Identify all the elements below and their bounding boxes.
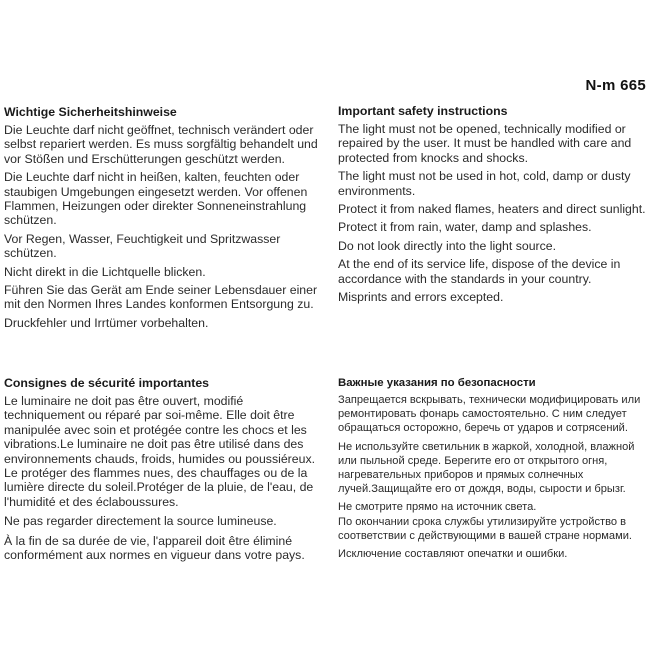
russian-safety-section	[338, 377, 656, 565]
paragraph: Die Leuchte darf nicht geöffnet, technisch verändert oder selbst repariert werden. Es muss sorgfältig behandelt und vor Stößen und Erschütterungen geschützt werden.	[4, 123, 318, 166]
section-title: Consignes de sécurité importantes	[4, 376, 210, 390]
paragraph: Ne pas regarder directement la source lumineuse.	[4, 514, 277, 529]
section-title: Wichtige Sicherheitshinweise	[4, 105, 177, 119]
paragraph: Не используйте светильник в жаркой, холодной, влажной или пыльной среде. Берегите его от открытого огня, нагревательных приборов и прямых солнечных лучей.Защищайте его от дождя, воды, сырости и брызг.	[338, 440, 635, 496]
paragraph: The light must not be used in hot, cold, damp or dusty environments.	[338, 169, 631, 198]
paragraph: Misprints and errors excepted.	[338, 290, 504, 305]
paragraph: Führen Sie das Gerät am Ende seiner Lebensdauer einer mit den Normen Ihres Landes konformen Entsorgung zu.	[4, 283, 318, 312]
paragraph: Druckfehler und Irrtümer vorbehalten.	[4, 315, 209, 330]
paragraph: Protect it from naked flames, heaters and direct sunlight.	[338, 202, 646, 217]
paragraph: The light must not be opened, technically modified or repaired by the user. It must be handled with care and protected from knocks and shocks.	[338, 122, 632, 165]
paragraph: Le luminaire ne doit pas être ouvert, modifié techniquement ou réparé par soi-même. Elle doit être manipulée avec soin et protégée contre les chocs et les vibrations.Le luminaire ne doit pas être utilisé dans des environnements chauds, froids, humides ou poussiéreux. Le protéger des flammes nues, des chauffages ou de la lumière directe du soleil.Protéger de la pluie, de l'eau, de l'humidité et des éclaboussures.	[4, 394, 316, 509]
english-safety-section	[338, 104, 656, 308]
paragraph: Nicht direkt in die Lichtquelle blicken.	[4, 264, 206, 279]
paragraph: Исключение составляют опечатки и ошибки.	[338, 548, 568, 561]
paragraph: Protect it from rain, water, damp and splashes.	[338, 220, 592, 235]
paragraph: At the end of its service life, dispose of the device in accordance with the standards in your country.	[338, 257, 621, 286]
paragraph: À la fin de sa durée de vie, l'appareil doit être éliminé conformément aux normes en vigueur dans votre pays.	[4, 533, 305, 563]
german-safety-section	[4, 105, 322, 334]
paragraph: Vor Regen, Wasser, Feuchtigkeit und Spritzwasser schützen.	[4, 231, 281, 261]
paragraph: Не смотрите прямо на источник света. По окончании срока службы утилизируйте устройство в соответствии с действующими в вашей стране нормами.	[338, 501, 632, 542]
paragraph: Запрещается вскрывать, технически модифицировать или ремонтировать фонарь самостоятельно. С ним следует обращаться осторожно, беречь от ударов и сотрясений.	[338, 394, 641, 435]
section-title: Важные указания по безопасности	[338, 377, 536, 389]
product-code: N-m 665	[585, 77, 646, 94]
french-safety-section	[4, 376, 324, 567]
paragraph: Die Leuchte darf nicht in heißen, kalten, feuchten oder staubigen Umgebungen eingesetzt werden. Vor offenen Flammen, Heizungen oder direkter Sonneneinstrahlung schützen.	[4, 170, 308, 228]
section-title: Important safety instructions	[338, 104, 508, 118]
paragraph: Do not look directly into the light source.	[338, 238, 557, 253]
